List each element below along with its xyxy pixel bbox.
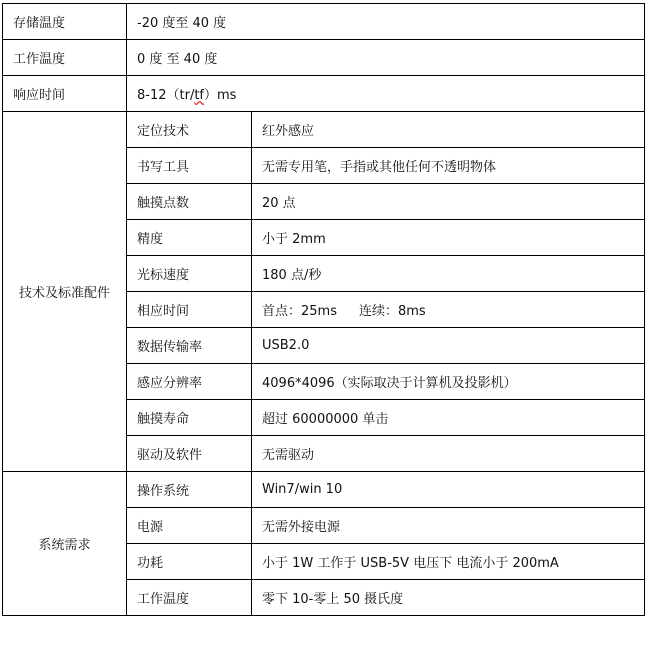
row-value	[252, 292, 645, 328]
row-label: 工作温度	[3, 40, 127, 76]
category-system: 系统需求	[3, 472, 127, 616]
row-value	[127, 76, 645, 112]
row-value: 无需外接电源	[252, 508, 645, 544]
table-row	[3, 76, 645, 112]
row-label: 操作系统	[127, 472, 252, 508]
row-value: 零下 10-零上 50 摄氏度	[252, 580, 645, 616]
row-label: 功耗	[127, 544, 252, 580]
table-row	[3, 4, 645, 40]
row-value: Win7/win 10	[252, 472, 645, 508]
row-value: -20 度至 40 度	[127, 4, 645, 40]
row-label: 书写工具	[127, 148, 252, 184]
row-label: 感应分辨率	[127, 364, 252, 400]
value-suffix: ）ms	[204, 88, 237, 103]
row-value: USB2.0	[252, 328, 645, 364]
row-value: 180 点/秒	[252, 256, 645, 292]
table-row	[3, 40, 645, 76]
row-value: 红外感应	[252, 112, 645, 148]
table-row	[3, 472, 645, 508]
spec-table	[2, 3, 645, 616]
row-value: 小于 1W 工作于 USB-5V 电压下 电流小于 200mA	[252, 544, 645, 580]
row-value: 超过 60000000 单击	[252, 400, 645, 436]
continuous-value: 连续：8ms	[358, 304, 426, 319]
row-value: 无需专用笔，手指或其他任何不透明物体	[252, 148, 645, 184]
spellcheck-marked-text: tf	[194, 88, 205, 103]
row-label: 存储温度	[3, 4, 127, 40]
row-label: 工作温度	[127, 580, 252, 616]
first-point-value: 首点：25ms	[262, 304, 337, 319]
table-row	[3, 112, 645, 148]
row-label: 响应时间	[3, 76, 127, 112]
row-label: 精度	[127, 220, 252, 256]
row-label: 相应时间	[127, 292, 252, 328]
row-label: 电源	[127, 508, 252, 544]
value-prefix: 8-12（tr/	[137, 88, 195, 103]
row-value: 0 度 至 40 度	[127, 40, 645, 76]
row-label: 光标速度	[127, 256, 252, 292]
row-label: 触摸点数	[127, 184, 252, 220]
row-label: 定位技术	[127, 112, 252, 148]
row-value: 4096*4096（实际取决于计算机及投影机）	[252, 364, 645, 400]
category-tech: 技术及标准配件	[3, 112, 127, 472]
row-value: 小于 2mm	[252, 220, 645, 256]
row-label: 数据传输率	[127, 328, 252, 364]
row-value: 20 点	[252, 184, 645, 220]
row-value: 无需驱动	[252, 436, 645, 472]
row-label: 驱动及软件	[127, 436, 252, 472]
row-label: 触摸寿命	[127, 400, 252, 436]
